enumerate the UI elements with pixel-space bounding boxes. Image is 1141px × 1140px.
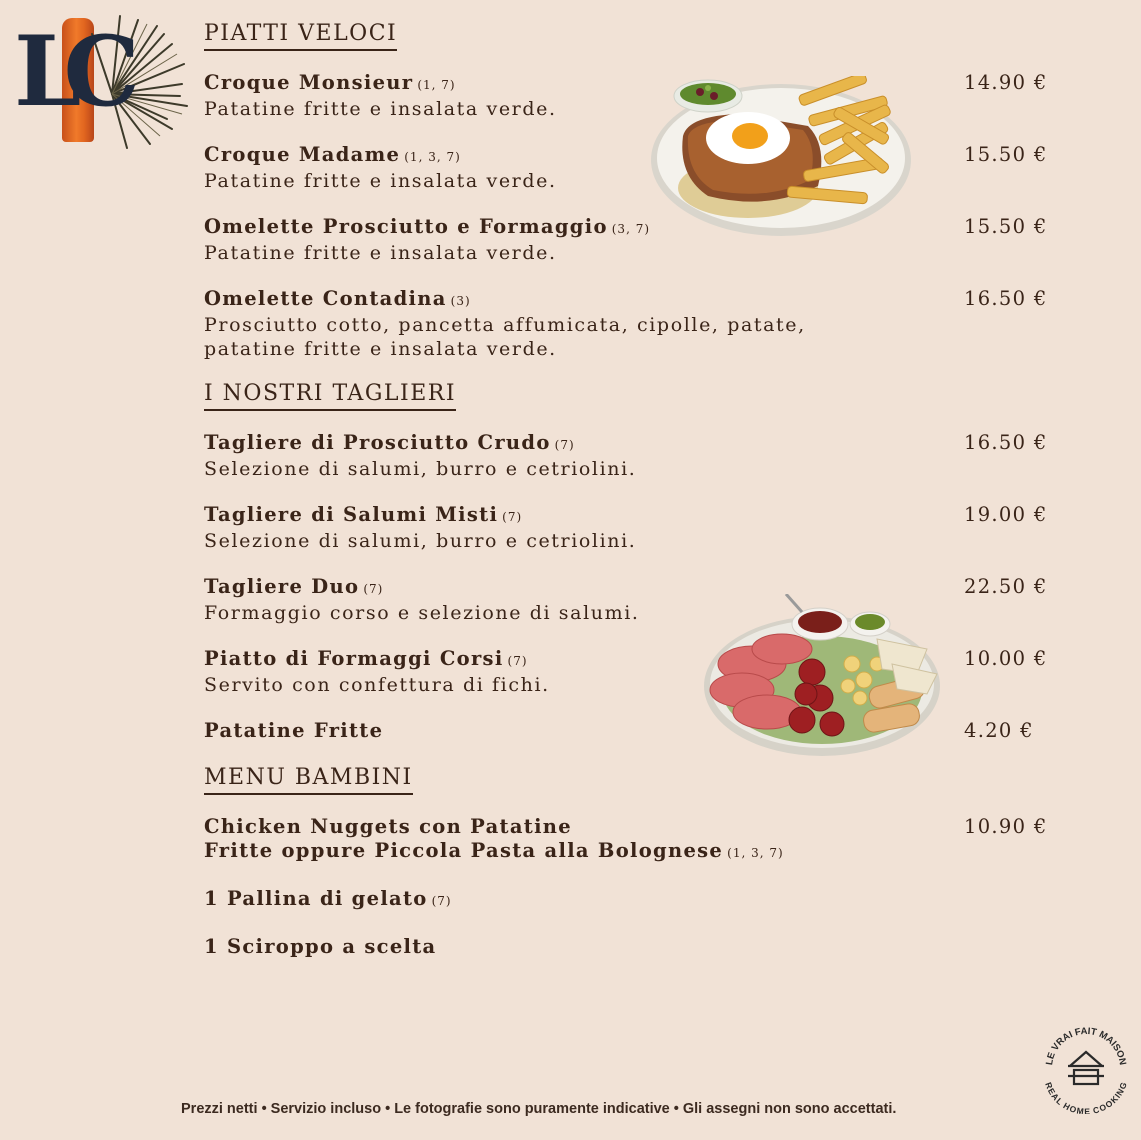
item-name: Patatine Fritte <box>204 719 384 742</box>
item-name-line-2: Fritte oppure Piccola Pasta alla Bolognese <box>204 839 724 862</box>
item-name: Omelette Contadina <box>204 287 447 310</box>
footer-note: Prezzi netti • Servizio incluso • Le fotografie sono puramente indicative • Gli assegni non sono accettati. <box>181 1101 897 1117</box>
item-name: Tagliere Duo <box>204 575 360 598</box>
price-chicken-nuggets: 10.90 € <box>964 815 1048 838</box>
item-allergens: (7) <box>507 654 528 668</box>
item-allergens: (7) <box>431 894 452 908</box>
item-allergens: (7) <box>502 510 523 524</box>
stamp-top-text: LE VRAI FAIT MAISON <box>1044 1025 1128 1066</box>
item-name: Croque Monsieur <box>204 71 414 94</box>
price-piatto-formaggi: 10.00 € <box>964 647 1048 670</box>
item-name: Croque Madame <box>204 143 401 166</box>
price-omelette-prosciutto: 15.50 € <box>964 215 1048 238</box>
item-description: Patatine fritte e insalata verde. <box>204 242 557 264</box>
fait-maison-stamp <box>1040 1022 1132 1114</box>
price-tagliere-misti: 19.00 € <box>964 503 1048 526</box>
menu-item-gelato <box>204 887 964 913</box>
item-description-line-1: Prosciutto cotto, pancetta affumicata, cipolle, patate, <box>204 314 806 336</box>
croque-dish-photo <box>648 76 914 238</box>
price-croque-madame: 15.50 € <box>964 143 1048 166</box>
item-allergens: (1, 7) <box>417 78 456 92</box>
item-description: Selezione di salumi, burro e cetriolini. <box>204 458 637 480</box>
item-description: Formaggio corso e selezione di salumi. <box>204 602 640 624</box>
section-title-taglieri: I NOSTRI TAGLIERI <box>204 382 456 411</box>
item-name: 1 Sciroppo a scelta <box>204 935 437 958</box>
restaurant-logo <box>12 14 192 149</box>
item-allergens: (1, 3, 7) <box>404 150 461 164</box>
charcuterie-dish-photo <box>702 594 942 760</box>
house-icon <box>1068 1052 1104 1084</box>
item-description: Patatine fritte e insalata verde. <box>204 98 557 120</box>
item-allergens: (3) <box>450 294 471 308</box>
item-allergens: (7) <box>363 582 384 596</box>
section-title-menu-bambini: MENU BAMBINI <box>204 766 413 795</box>
item-description-line-2: patatine fritte e insalata verde. <box>204 338 557 360</box>
menu-item-tagliere-misti <box>204 503 964 553</box>
item-name: Tagliere di Salumi Misti <box>204 503 499 526</box>
item-name-line-1: Chicken Nuggets con Patatine <box>204 815 572 838</box>
price-patatine-fritte: 4.20 € <box>964 719 1034 742</box>
menu-item-sciroppo <box>204 935 964 959</box>
menu-item-chicken-nuggets <box>204 815 964 865</box>
logo-letters: LC <box>14 15 122 128</box>
item-name: 1 Pallina di gelato <box>204 887 428 910</box>
item-allergens: (7) <box>554 438 575 452</box>
item-description: Patatine fritte e insalata verde. <box>204 170 557 192</box>
item-description: Servito con confettura di fichi. <box>204 674 550 696</box>
stamp-bottom-text: REAL HOME COOKING <box>1043 1080 1129 1114</box>
item-name: Omelette Prosciutto e Formaggio <box>204 215 608 238</box>
price-omelette-contadina: 16.50 € <box>964 287 1048 310</box>
section-title-piatti-veloci: PIATTI VELOCI <box>204 22 397 51</box>
item-name: Piatto di Formaggi Corsi <box>204 647 504 670</box>
item-allergens: (1, 3, 7) <box>727 846 784 860</box>
item-allergens: (3, 7) <box>611 222 651 236</box>
price-tagliere-duo: 22.50 € <box>964 575 1048 598</box>
item-name: Tagliere di Prosciutto Crudo <box>204 431 551 454</box>
menu-item-tagliere-crudo <box>204 431 964 481</box>
menu-item-omelette-contadina <box>204 287 964 361</box>
price-croque-monsieur: 14.90 € <box>964 71 1048 94</box>
price-tagliere-crudo: 16.50 € <box>964 431 1048 454</box>
item-description: Selezione di salumi, burro e cetriolini. <box>204 530 637 552</box>
